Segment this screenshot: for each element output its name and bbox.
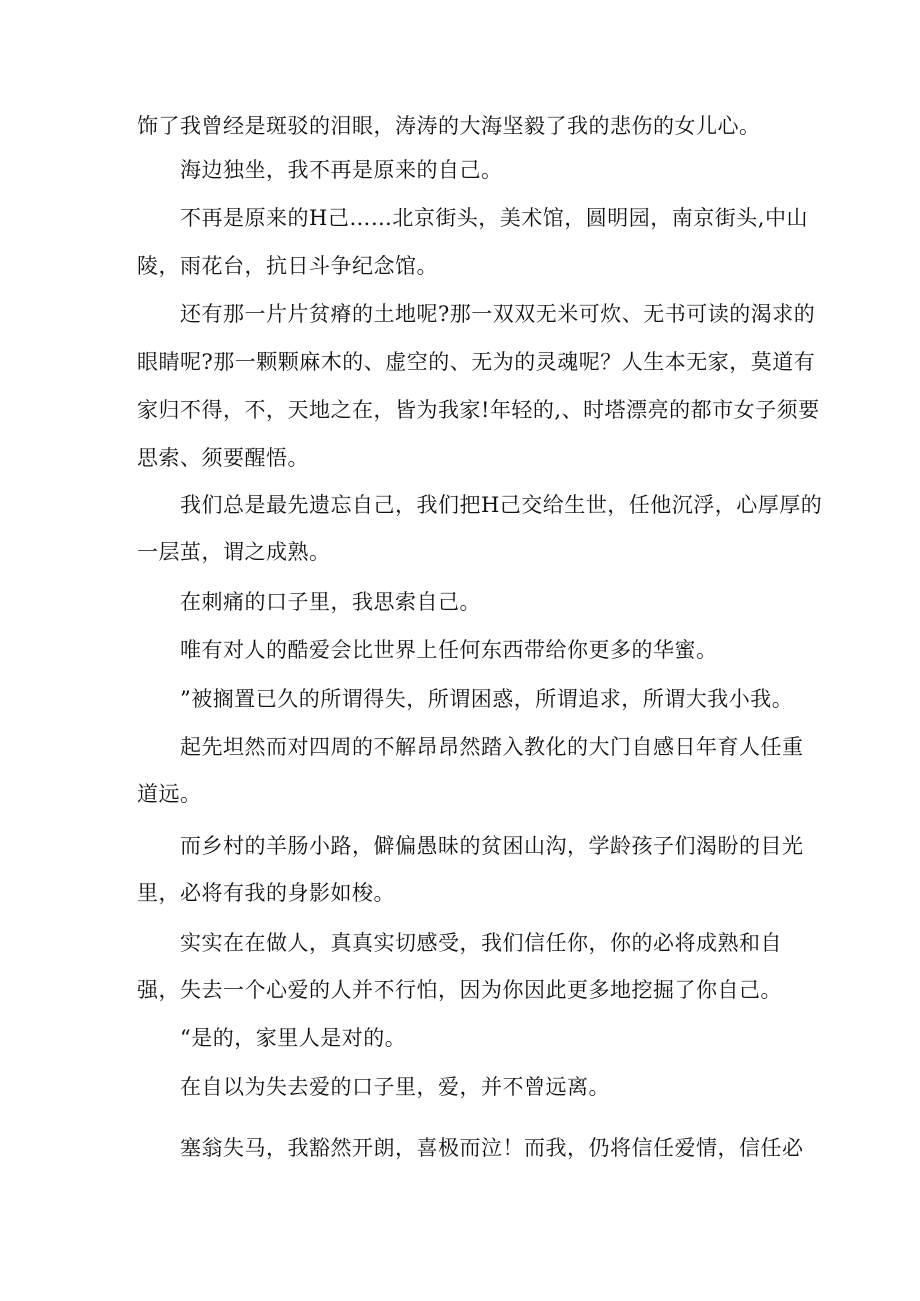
text-line: 道远。: [137, 782, 202, 806]
text-line: 里，必将有我的身影如梭。: [137, 881, 395, 905]
text-line: ”被搁置已久的所谓得失，所谓困惑，所谓追求，所谓大我小我。: [180, 687, 794, 711]
text-line: 我们总是最先遗忘自己，我们把H己交给生世，任他沉浮，心厚厚的: [180, 493, 823, 517]
text-line: 不再是原来的H己……北京街头，美术馆，圆明园，南京街头,中山: [180, 206, 808, 230]
text-line: 而乡村的羊肠小路，僻偏愚昧的贫困山沟，学龄孩子们渴盼的目光: [180, 834, 804, 858]
text-line: 陵，雨花台，抗日斗争纪念馆。: [137, 254, 438, 278]
text-line: 塞翁失马，我豁然开朗，喜极而泣！而我，仍将信任爱情，信任必: [180, 1136, 804, 1160]
text-line: 还有那一片片贫瘠的土地呢?那一双双无米可炊、无书可读的渴求的: [180, 302, 816, 326]
text-line: 一层茧，谓之成熟。: [137, 540, 331, 564]
text-line: “是的，家里人是对的。: [180, 1026, 407, 1050]
text-line: 在自以为失去爱的口子里，爱，并不曾远离。: [180, 1075, 610, 1099]
text-line: 在刺痛的口子里，我思索自己。: [180, 590, 481, 614]
text-line: 饰了我曾经是斑驳的泪眼，涛涛的大海坚毅了我的悲伤的女儿心。: [137, 114, 761, 138]
text-line: 家归不得，不，天地之在，皆为我家!年轻的,、时塔漂亮的都市女子须要: [137, 398, 820, 422]
text-line: 强，失去一个心爱的人并不行怕，因为你因此更多地挖掘了你自己。: [137, 978, 782, 1002]
text-line: 眼睛呢?那一颗颗麻木的、虚空的、无为的灵魂呢？人生本无家，莫道有: [137, 350, 816, 374]
text-line: 海边独坐，我不再是原来的自己。: [180, 158, 503, 182]
text-line: 思索、须要醒悟。: [137, 446, 309, 470]
text-line: 实实在在做人，真真实切感受，我们信任你，你的必将成熟和自: [180, 931, 782, 955]
text-line: 唯有对人的酷爱会比世界上任何东西带给你更多的华蜜。: [180, 638, 718, 662]
text-line: 起先坦然而对四周的不解昂昂然踏入教化的大门自感日年育人任重: [180, 735, 804, 759]
